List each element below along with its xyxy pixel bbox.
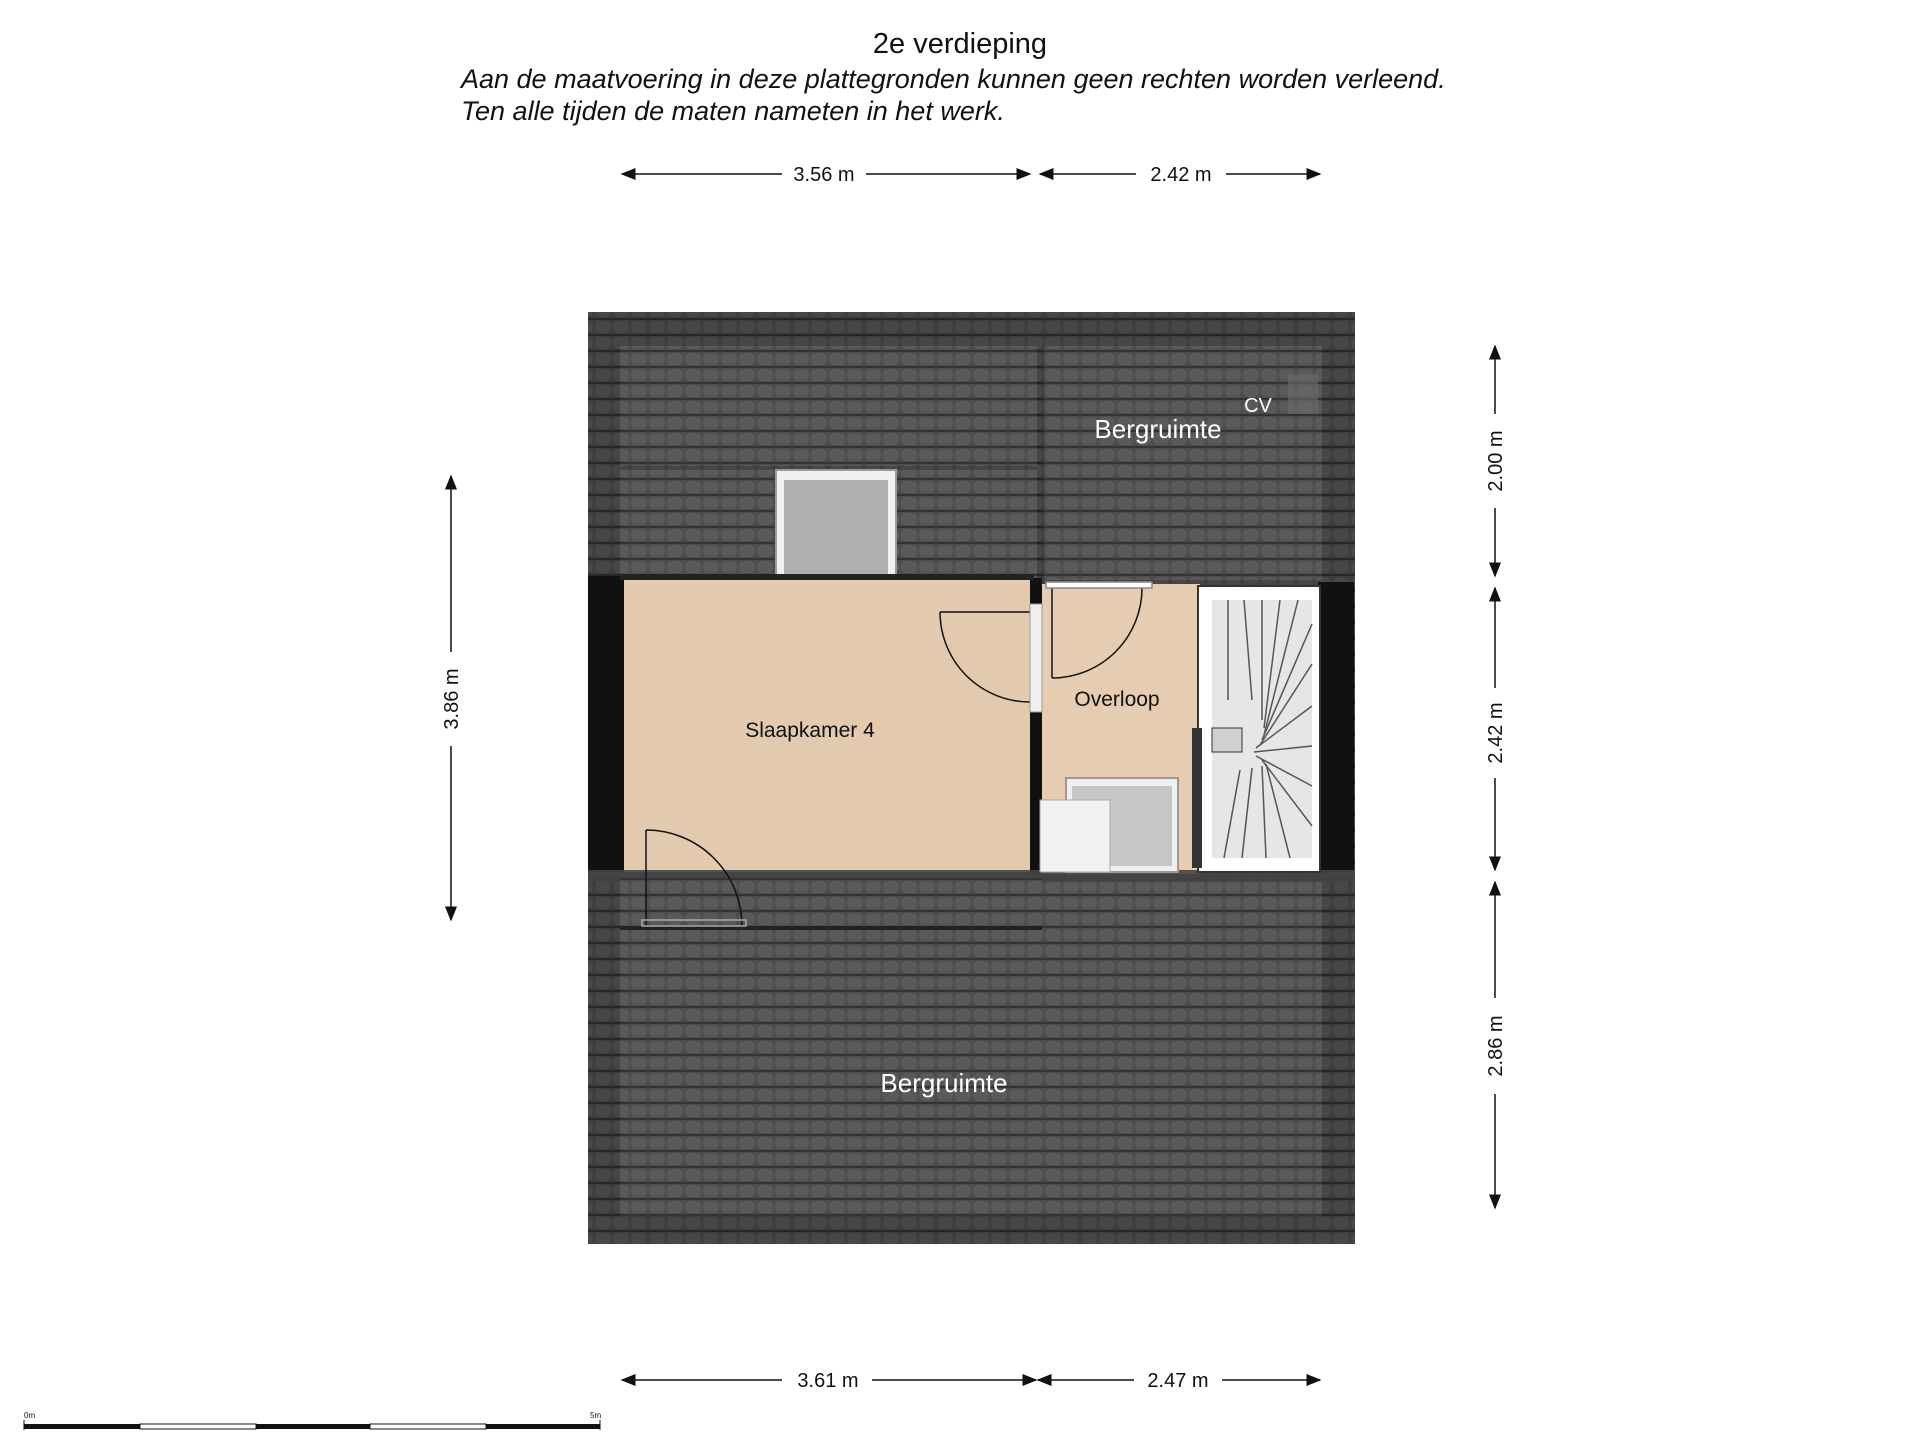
label-cv: CV: [1244, 395, 1272, 417]
cv-unit: [1288, 374, 1318, 414]
svg-text:2.42 m: 2.42 m: [1485, 702, 1507, 764]
page-title: 2e verdieping: [872, 28, 1048, 60]
label-bergruimte-top: Bergruimte: [1094, 414, 1222, 444]
label-overloop: Overloop: [1074, 688, 1160, 711]
scale-bar-end: 5m: [590, 1411, 602, 1420]
scale-bar: [24, 1411, 601, 1430]
roof-section-top-left: [620, 346, 1037, 466]
dimension-right-top: [1485, 346, 1507, 576]
dimension-top-right: [1040, 164, 1320, 186]
dimension-bottom-left: [622, 1370, 1036, 1392]
scale-bar-start: 0m: [24, 1411, 36, 1420]
disclaimer-line-1: Aan de maatvoering in deze plattegronden kunnen geen rechten worden verleend.: [461, 64, 1446, 94]
svg-text:2.47 m: 2.47 m: [1147, 1370, 1209, 1392]
staircase: [1192, 586, 1320, 872]
dimension-bottom-right: [1038, 1370, 1320, 1392]
svg-text:2.86 m: 2.86 m: [1485, 1015, 1507, 1077]
dimension-right-mid: [1485, 588, 1507, 870]
svg-text:2.00 m: 2.00 m: [1485, 430, 1507, 492]
label-bergruimte-bottom: Bergruimte: [880, 1068, 1008, 1098]
svg-text:3.86 m: 3.86 m: [441, 668, 463, 730]
svg-text:3.61 m: 3.61 m: [797, 1370, 859, 1392]
roof-section-top-right: [1044, 346, 1322, 580]
doorway-frame: [1030, 604, 1042, 712]
svg-text:3.56 m: 3.56 m: [793, 164, 855, 186]
svg-text:2.42 m: 2.42 m: [1150, 164, 1212, 186]
skylight: [776, 470, 896, 582]
label-slaapkamer-4: Slaapkamer 4: [745, 719, 875, 742]
dimension-left: [441, 476, 463, 920]
disclaimer-line-2: Ten alle tijden de maten nameten in het werk.: [461, 96, 1005, 126]
dimension-right-bottom: [1485, 882, 1507, 1208]
dimension-top-left: [622, 164, 1030, 186]
